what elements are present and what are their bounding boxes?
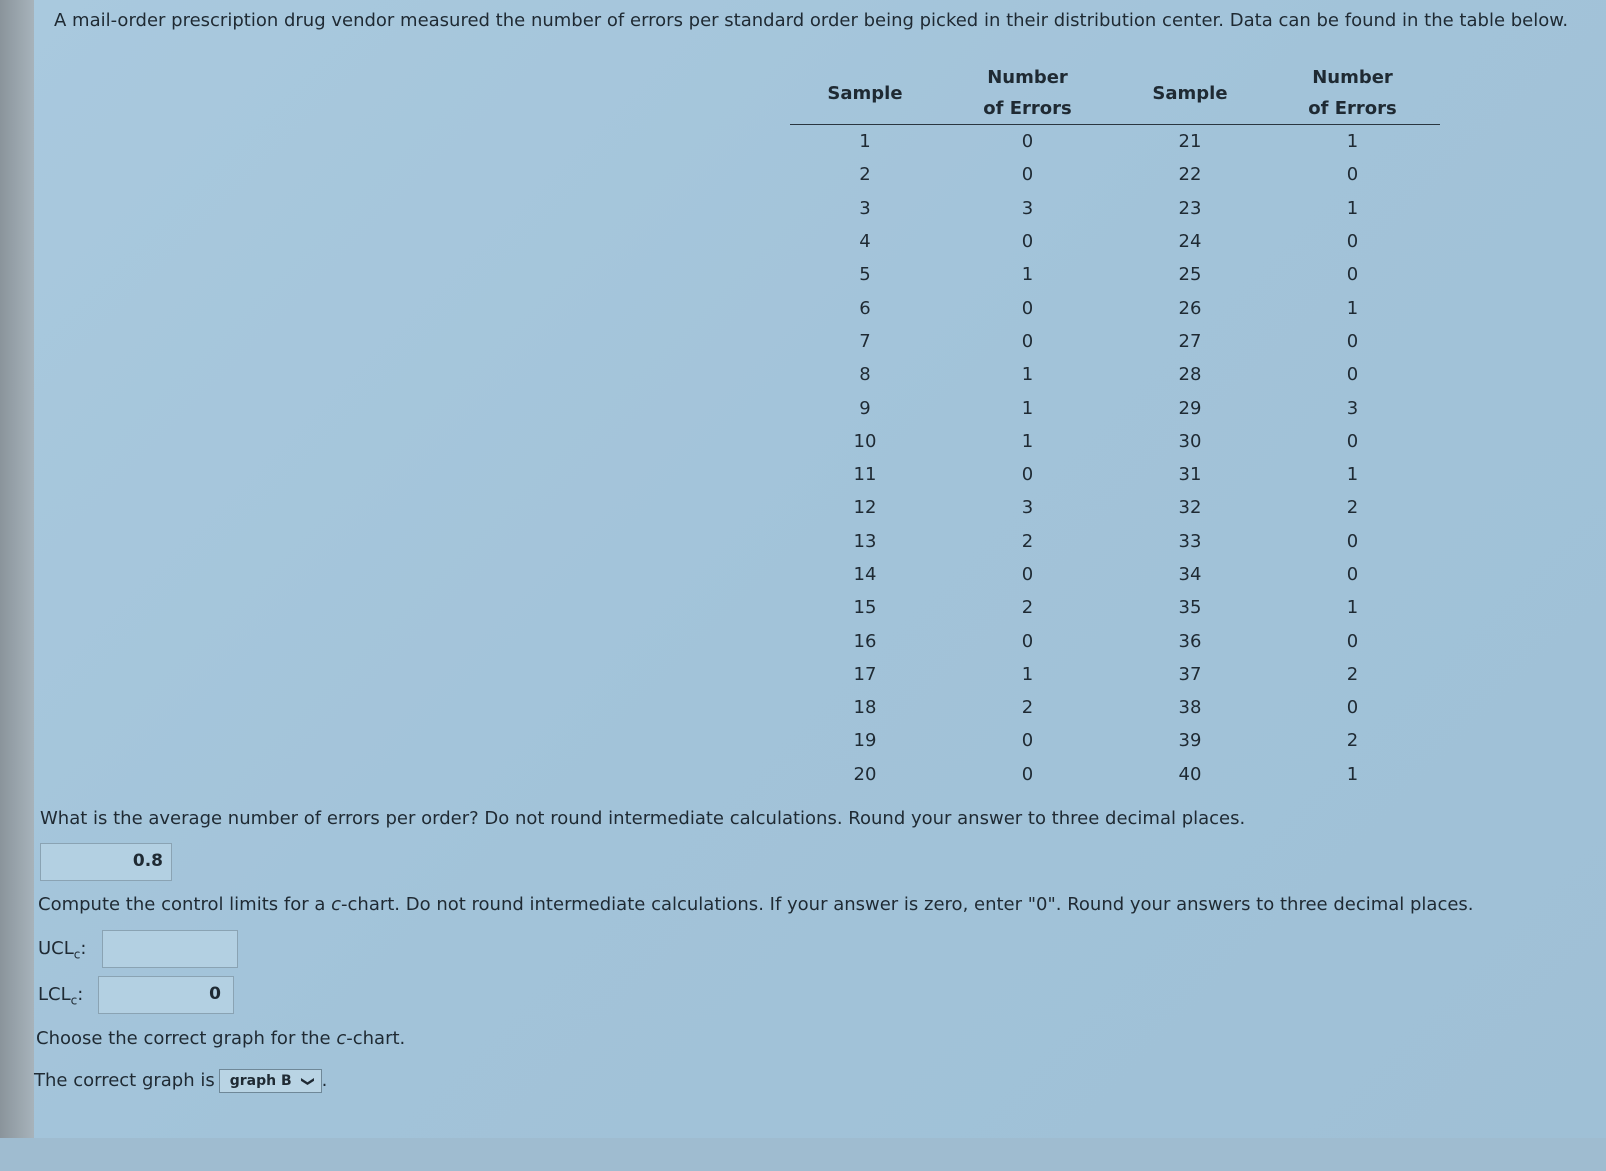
errors-table xyxy=(790,62,1440,791)
ucl-subscript: c xyxy=(73,947,81,962)
ucl-input[interactable] xyxy=(102,930,238,968)
average-answer-input[interactable]: 0.8 xyxy=(40,843,172,881)
q2-c-italic: c xyxy=(331,894,342,915)
table-row xyxy=(790,591,1440,624)
table-cell: 24 xyxy=(1178,231,1202,253)
table-cell: 1 xyxy=(859,131,871,153)
table-cell: 37 xyxy=(1178,663,1202,685)
table-cell: 40 xyxy=(1178,763,1202,785)
table-cell: 15 xyxy=(853,597,877,619)
table-row xyxy=(790,658,1440,691)
q3-text-pre: Choose the correct graph for the xyxy=(36,1028,337,1049)
table-cell: 26 xyxy=(1178,297,1202,319)
header-sample-1 xyxy=(790,62,940,125)
question-page xyxy=(34,0,1606,1171)
table-cell: 17 xyxy=(853,663,877,685)
table-cell: 0 xyxy=(1021,564,1034,585)
graph-select-value: graph B xyxy=(229,1073,292,1089)
table-cell: 21 xyxy=(1178,131,1202,153)
question-correct-graph xyxy=(34,1069,327,1093)
header-line2: Sample xyxy=(1152,82,1228,104)
header-line1: Number xyxy=(1312,67,1393,88)
table-cell: 18 xyxy=(853,697,877,719)
header-errors-2 xyxy=(1265,62,1440,125)
table-cell: 2 xyxy=(1021,530,1034,552)
header-line2: of Errors xyxy=(983,98,1072,119)
table-cell: 1 xyxy=(1021,264,1034,286)
table-cell: 0 xyxy=(1346,430,1359,452)
table-cell: 36 xyxy=(1178,630,1202,652)
table-row xyxy=(790,225,1440,258)
q2-text-pre: Compute the control limits for a xyxy=(38,894,332,915)
header-line2: of Errors xyxy=(1308,98,1397,119)
question-choose-graph xyxy=(36,1028,405,1049)
lcl-label: $LCL_c$: xyxy=(38,984,84,1008)
table-row xyxy=(790,258,1440,291)
table-row xyxy=(790,325,1440,358)
table-cell: 0 xyxy=(1346,530,1359,552)
q4-text-pre: The correct graph is xyxy=(34,1070,215,1091)
table-row xyxy=(790,624,1440,657)
problem-intro: A mail-order prescription drug vendor measured the number of errors per standard order being picked in their distribution center. Data can be found in the table below. xyxy=(54,10,1569,31)
table-row xyxy=(790,491,1440,524)
table-cell: 1 xyxy=(1346,131,1359,153)
table-cell: 0 xyxy=(1346,231,1359,253)
table-cell: 9 xyxy=(859,397,871,419)
table-cell: 32 xyxy=(1178,497,1202,519)
table-cell: 0 xyxy=(1346,364,1359,386)
table-cell: 0 xyxy=(1021,630,1034,652)
lcl-label-text: LCL xyxy=(38,984,71,1005)
table-row xyxy=(790,758,1440,791)
table-body xyxy=(790,125,1440,791)
table-cell: 6 xyxy=(859,297,871,319)
table-cell: 1 xyxy=(1346,597,1359,619)
table-row xyxy=(790,558,1440,591)
table-cell: 0 xyxy=(1346,564,1359,585)
table-cell: 3 xyxy=(1021,497,1034,519)
table-row xyxy=(790,691,1440,724)
table-cell: 14 xyxy=(853,564,877,585)
table-cell: 2 xyxy=(859,164,871,186)
lcl-subscript: c xyxy=(70,993,78,1008)
table-row xyxy=(790,125,1440,159)
table-row xyxy=(790,391,1440,424)
table-cell: 2 xyxy=(1021,697,1034,719)
table-row xyxy=(790,458,1440,491)
table-row xyxy=(790,525,1440,558)
table-row xyxy=(790,192,1440,225)
table-cell: 0 xyxy=(1021,763,1034,785)
header-sample-2 xyxy=(1115,62,1265,125)
table-row xyxy=(790,358,1440,391)
table-cell: 0 xyxy=(1346,264,1359,286)
table-cell: 11 xyxy=(853,464,877,486)
table-cell: 0 xyxy=(1021,730,1034,752)
table-cell: 1 xyxy=(1021,663,1034,685)
q4-text-post: . xyxy=(321,1070,328,1091)
table-cell: 1 xyxy=(1346,763,1359,785)
table-cell: 27 xyxy=(1178,330,1202,352)
table-cell: 2 xyxy=(1346,663,1359,685)
table-cell: 3 xyxy=(1021,197,1034,219)
table-cell: 35 xyxy=(1178,597,1202,619)
table-cell: 25 xyxy=(1178,264,1202,286)
table-cell: 1 xyxy=(1021,430,1034,452)
table-cell: 38 xyxy=(1178,697,1202,719)
q3-text-post: -chart. xyxy=(346,1028,406,1049)
lcl-input[interactable]: 0 xyxy=(98,976,234,1014)
ucl-label: $UCL_c$: xyxy=(38,938,87,962)
table-cell: 0 xyxy=(1021,330,1034,352)
table-cell: 33 xyxy=(1178,530,1202,552)
table-cell: 0 xyxy=(1346,164,1359,186)
table-row xyxy=(790,425,1440,458)
graph-select[interactable] xyxy=(219,1069,322,1093)
table-cell: 1 xyxy=(1346,464,1359,486)
table-cell: 0 xyxy=(1021,131,1034,153)
question-average: What is the average number of errors per order? Do not round intermediate calculations. Round your answer to three decimal places. xyxy=(40,808,1246,829)
table-cell: 7 xyxy=(859,330,871,352)
table-cell: 28 xyxy=(1178,364,1202,386)
table-cell: 2 xyxy=(1346,497,1359,519)
table-cell: 0 xyxy=(1346,630,1359,652)
table-cell: 29 xyxy=(1178,397,1202,419)
table-cell: 0 xyxy=(1021,231,1034,253)
table-cell: 0 xyxy=(1346,697,1359,719)
header-errors-1 xyxy=(940,62,1115,125)
table-cell: 16 xyxy=(853,630,877,652)
table-cell: 0 xyxy=(1021,297,1034,319)
table-cell: 1 xyxy=(1346,197,1359,219)
table-cell: 22 xyxy=(1178,164,1202,186)
ucl-label-text: UCL xyxy=(38,938,74,959)
table-row xyxy=(790,158,1440,191)
table-row xyxy=(790,291,1440,324)
table-cell: 39 xyxy=(1178,730,1202,752)
table-cell: 0 xyxy=(1346,330,1359,352)
table-header-row xyxy=(790,62,1440,125)
header-line2: Sample xyxy=(827,82,903,104)
table-cell: 0 xyxy=(1021,464,1034,486)
table-cell: 2 xyxy=(1346,730,1359,752)
header-line1: Number xyxy=(987,67,1068,88)
q3-c-italic: c xyxy=(336,1028,347,1049)
table-cell: 3 xyxy=(1346,397,1359,419)
bottom-edge-bar xyxy=(0,1138,1606,1171)
table-cell: 19 xyxy=(853,730,877,752)
table-cell: 10 xyxy=(853,430,877,452)
table-cell: 8 xyxy=(859,364,871,386)
table-cell: 3 xyxy=(859,197,871,219)
table-cell: 5 xyxy=(859,264,871,286)
table-cell: 1 xyxy=(1021,397,1034,419)
table-cell: 23 xyxy=(1178,197,1202,219)
table-cell: 31 xyxy=(1178,464,1202,486)
table-cell: 1 xyxy=(1021,364,1034,386)
q2-text-post: -chart. Do not round intermediate calculations. If your answer is zero, enter "0". Round your answers to three decimal places. xyxy=(341,894,1474,915)
table-cell: 4 xyxy=(859,231,871,253)
table-cell: 2 xyxy=(1021,597,1034,619)
table-cell: 13 xyxy=(853,530,877,552)
chevron-down-icon: ❯ xyxy=(299,1076,315,1087)
table-cell: 34 xyxy=(1178,564,1202,585)
table-row xyxy=(790,724,1440,757)
table-cell: 0 xyxy=(1021,164,1034,186)
table-cell: 20 xyxy=(853,763,877,785)
question-control-limits xyxy=(38,894,1474,915)
table-cell: 30 xyxy=(1178,430,1202,452)
left-edge-bar xyxy=(0,0,34,1171)
table-cell: 12 xyxy=(853,497,877,519)
table-cell: 1 xyxy=(1346,297,1359,319)
